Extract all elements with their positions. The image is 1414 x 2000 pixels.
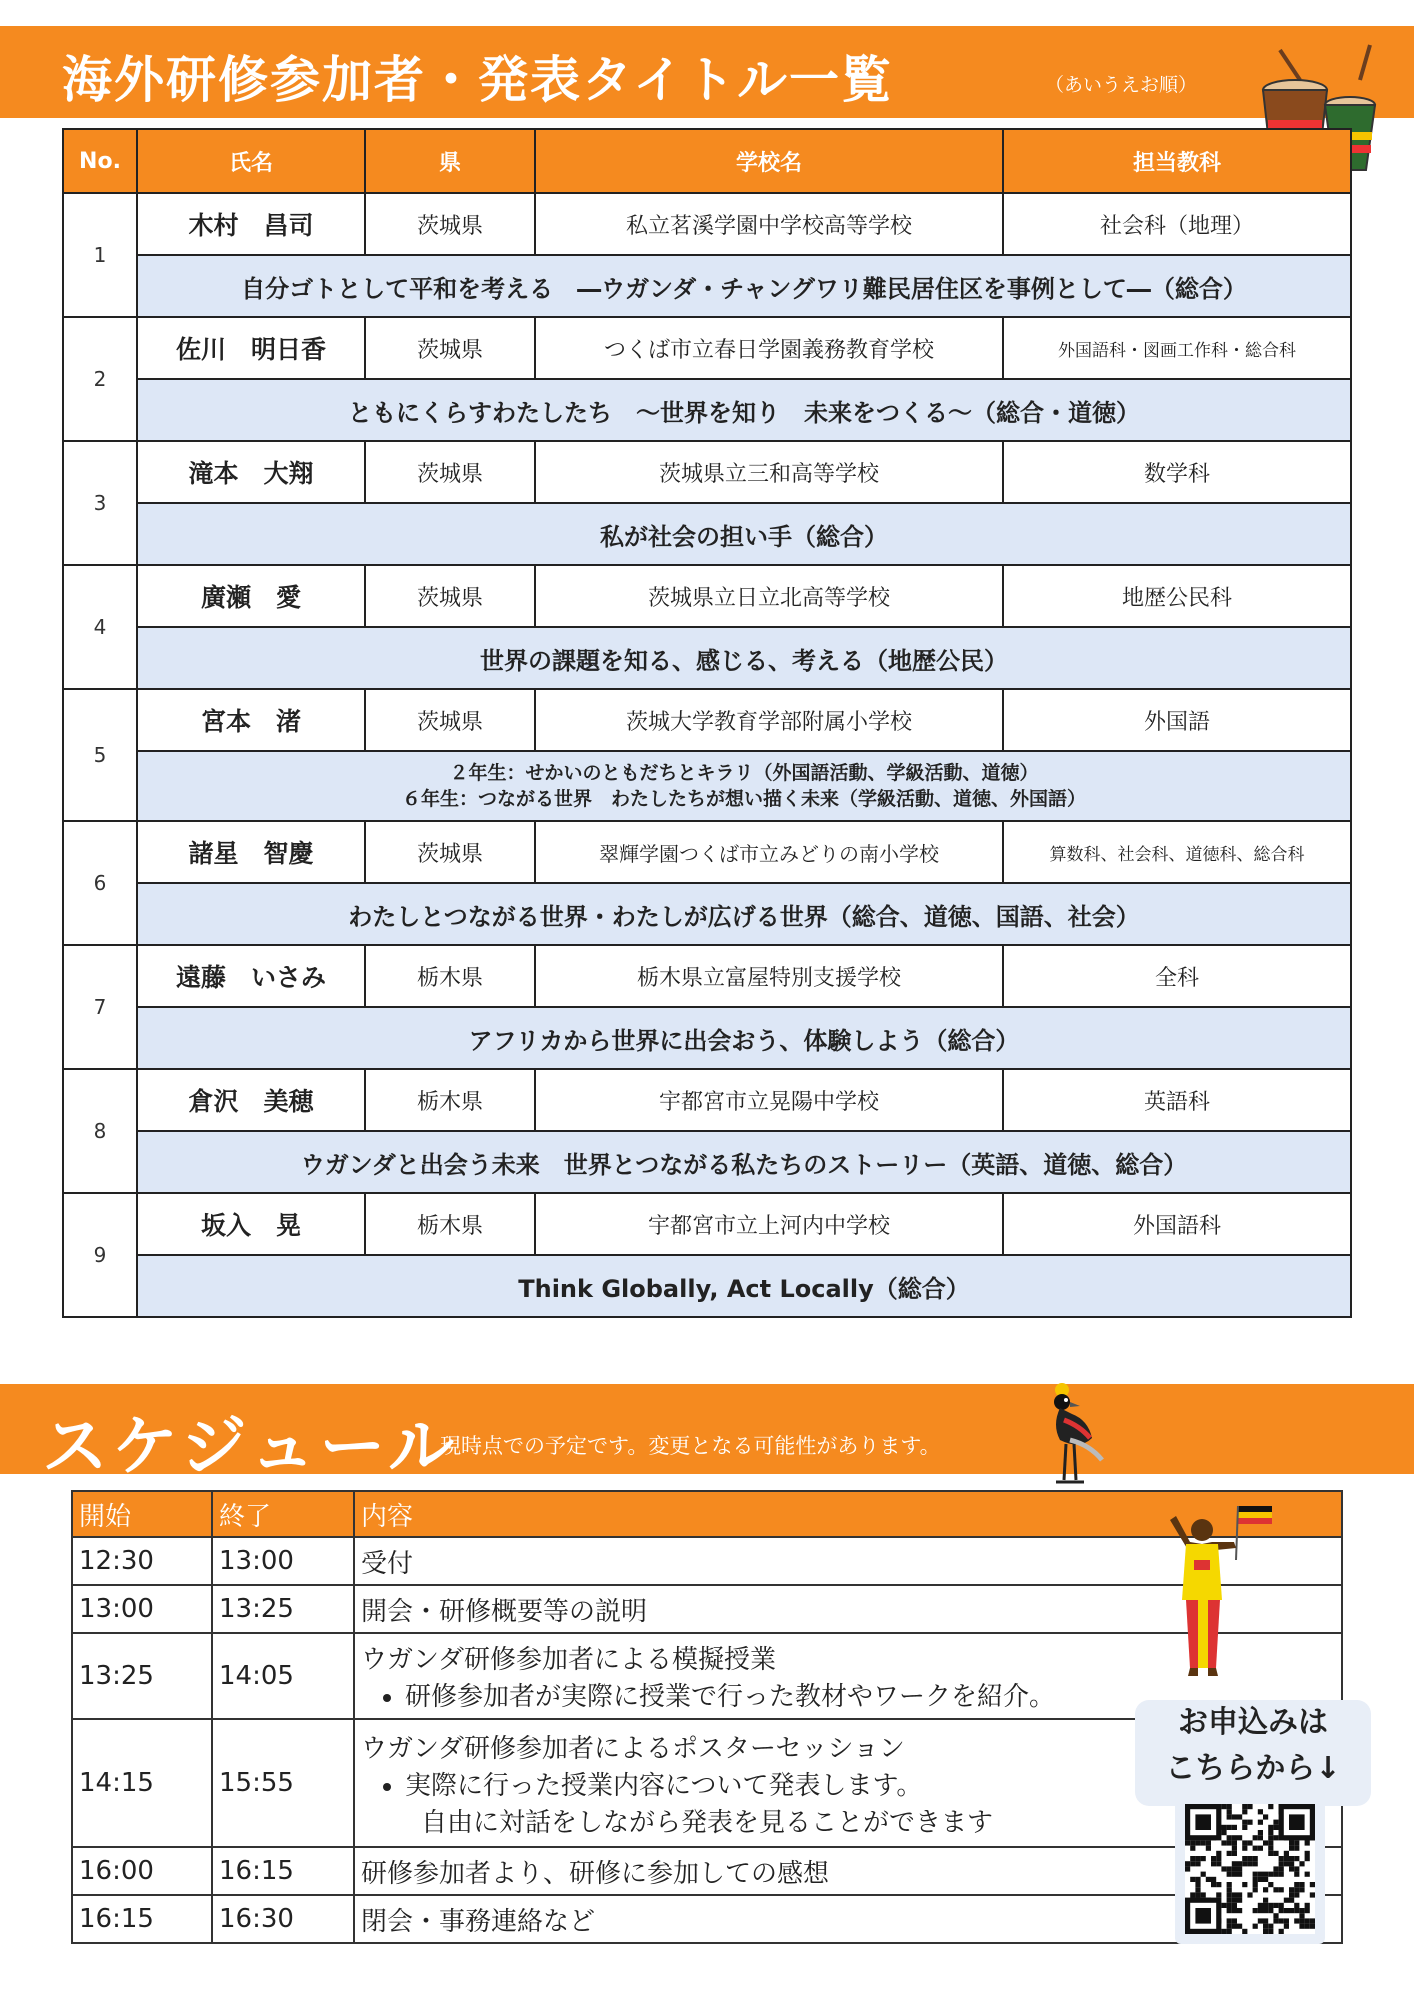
presentation-title: 私が社会の担い手（総合） xyxy=(137,503,1351,565)
participants-table xyxy=(62,128,1352,1318)
table-row-title xyxy=(63,503,1351,565)
table-row-title xyxy=(63,1007,1351,1069)
table-header-row xyxy=(63,129,1351,193)
apply-line2: こちらから↓ xyxy=(1165,1751,1341,1786)
participant-prefecture: 茨城県 xyxy=(365,317,535,379)
table-row xyxy=(63,1193,1351,1255)
schedule-start: 16:00 xyxy=(72,1847,212,1895)
header-start: 開始 xyxy=(72,1491,212,1537)
schedule-row xyxy=(72,1895,1342,1943)
header-school: 学校名 xyxy=(535,129,1003,193)
dancer-with-flag-icon xyxy=(1150,1500,1280,1680)
schedule-bullet: • 実際に行った授業内容について発表します。 xyxy=(405,1765,1335,1802)
table-row xyxy=(63,821,1351,883)
schedule-end: 16:30 xyxy=(212,1895,354,1943)
schedule-end: 15:55 xyxy=(212,1719,354,1847)
schedule-row xyxy=(72,1847,1342,1895)
schedule-content: 開会・研修概要等の説明 xyxy=(354,1585,1342,1633)
table-row xyxy=(63,1069,1351,1131)
table-row-title xyxy=(63,883,1351,945)
row-number: 7 xyxy=(63,945,137,1069)
schedule-content: 受付 xyxy=(354,1537,1342,1585)
participant-prefecture: 栃木県 xyxy=(365,945,535,1007)
schedule-note: 現時点での予定です。変更となる可能性があります。 xyxy=(440,1434,941,1458)
table-row-title xyxy=(63,255,1351,317)
schedule-extra: 自由に対話をしながら発表を見ることができます xyxy=(421,1807,994,1838)
schedule-start: 12:30 xyxy=(72,1537,212,1585)
schedule-start: 16:15 xyxy=(72,1895,212,1943)
row-number: 3 xyxy=(63,441,137,565)
participant-subject: 外国語科・図画工作科・総合科 xyxy=(1003,317,1351,379)
participant-name: 滝本 大翔 xyxy=(137,441,365,503)
participant-school: つくば市立春日学園義務教育学校 xyxy=(535,317,1003,379)
participant-subject: 外国語科 xyxy=(1003,1193,1351,1255)
header-prefecture: 県 xyxy=(365,129,535,193)
participant-school: 翠輝学園つくば市立みどりの南小学校 xyxy=(535,821,1003,883)
table-row xyxy=(63,689,1351,751)
participant-prefecture: 茨城県 xyxy=(365,193,535,255)
row-number: 8 xyxy=(63,1069,137,1193)
participant-school: 宇都宮市立晃陽中学校 xyxy=(535,1069,1003,1131)
header-subject: 担当教科 xyxy=(1003,129,1351,193)
apply-line1: お申込みは xyxy=(1178,1705,1328,1740)
schedule-start: 13:00 xyxy=(72,1585,212,1633)
participant-prefecture: 茨城県 xyxy=(365,821,535,883)
table-row xyxy=(63,317,1351,379)
header-end: 終了 xyxy=(212,1491,354,1537)
participant-name: 諸星 智慶 xyxy=(137,821,365,883)
table-row-title xyxy=(63,1131,1351,1193)
table-row xyxy=(63,945,1351,1007)
participant-prefecture: 茨城県 xyxy=(365,441,535,503)
presentation-title: アフリカから世界に出会おう、体験しよう（総合） xyxy=(137,1007,1351,1069)
schedule-end: 13:00 xyxy=(212,1537,354,1585)
participant-school: 宇都宮市立上河内中学校 xyxy=(535,1193,1003,1255)
participant-name: 廣瀬 愛 xyxy=(137,565,365,627)
header-no: No. xyxy=(63,129,137,193)
participant-subject: 全科 xyxy=(1003,945,1351,1007)
row-number: 9 xyxy=(63,1193,137,1317)
participant-name: 遠藤 いさみ xyxy=(137,945,365,1007)
header-content: 内容 xyxy=(354,1491,1342,1537)
schedule-start: 13:25 xyxy=(72,1633,212,1719)
participant-prefecture: 栃木県 xyxy=(365,1069,535,1131)
qr-code[interactable] xyxy=(1185,1804,1315,1934)
header-name: 氏名 xyxy=(137,129,365,193)
presentation-title: 自分ゴトとして平和を考える ―ウガンダ・チャングワリ難民居住区を事例として―（総合） xyxy=(137,255,1351,317)
schedule-content: ウガンダ研修参加者によるポスターセッション xyxy=(361,1733,905,1764)
presentation-title: 世界の課題を知る、感じる、考える（地歴公民） xyxy=(137,627,1351,689)
page-title: 海外研修参加者・発表タイトル一覧 xyxy=(62,51,893,109)
presentation-title: わたしとつながる世界・わたしが広げる世界（総合、道徳、国語、社会） xyxy=(137,883,1351,945)
qr-code-frame xyxy=(1175,1794,1325,1944)
presentation-title-line: ６年生：つながる世界 わたしたちが想い描く未来（学級活動、道徳、外国語） xyxy=(401,788,1086,810)
participant-school: 私立茗溪学園中学校高等学校 xyxy=(535,193,1003,255)
apply-callout xyxy=(1135,1700,1371,1806)
row-number: 6 xyxy=(63,821,137,945)
presentation-title: ウガンダと出会う未来 世界とつながる私たちのストーリー（英語、道徳、総合） xyxy=(137,1131,1351,1193)
presentation-title: ともにくらすわたしたち ～世界を知り 未来をつくる～（総合・道徳） xyxy=(137,379,1351,441)
page-subtitle: （あいうえお順） xyxy=(1045,74,1198,96)
participant-name: 倉沢 美穂 xyxy=(137,1069,365,1131)
schedule-content: 閉会・事務連絡など xyxy=(354,1895,1342,1943)
schedule-end: 14:05 xyxy=(212,1633,354,1719)
participant-subject: 算数科、社会科、道徳科、総合科 xyxy=(1003,821,1351,883)
table-row-title xyxy=(63,751,1351,821)
schedule-bullet: • 研修参加者が実際に授業で行った教材やワークを紹介。 xyxy=(405,1676,1335,1713)
participant-name: 佐川 明日香 xyxy=(137,317,365,379)
presentation-title xyxy=(137,751,1351,821)
row-number: 1 xyxy=(63,193,137,317)
presentation-title-line: ２年生：せかいのともだちとキラリ（外国語活動、学級活動、道徳） xyxy=(449,762,1039,784)
participant-name: 宮本 渚 xyxy=(137,689,365,751)
participant-subject: 数学科 xyxy=(1003,441,1351,503)
crane-bird-icon xyxy=(1030,1380,1110,1490)
participant-subject: 外国語 xyxy=(1003,689,1351,751)
table-row xyxy=(63,193,1351,255)
table-row xyxy=(63,565,1351,627)
participant-subject: 社会科（地理） xyxy=(1003,193,1351,255)
schedule-end: 13:25 xyxy=(212,1585,354,1633)
participant-name: 坂入 晃 xyxy=(137,1193,365,1255)
participant-name: 木村 昌司 xyxy=(137,193,365,255)
table-row-title xyxy=(63,627,1351,689)
participant-school: 茨城大学教育学部附属小学校 xyxy=(535,689,1003,751)
participant-school: 茨城県立三和高等学校 xyxy=(535,441,1003,503)
schedule-content: ウガンダ研修参加者による模擬授業 xyxy=(361,1645,776,1675)
schedule-title: スケジュール xyxy=(42,1408,459,1485)
participant-school: 茨城県立日立北高等学校 xyxy=(535,565,1003,627)
participant-subject: 英語科 xyxy=(1003,1069,1351,1131)
schedule-content: 研修参加者より、研修に参加しての感想 xyxy=(354,1847,1342,1895)
schedule-start: 14:15 xyxy=(72,1719,212,1847)
participant-school: 栃木県立富屋特別支援学校 xyxy=(535,945,1003,1007)
table-row-title xyxy=(63,1255,1351,1317)
row-number: 4 xyxy=(63,565,137,689)
row-number: 5 xyxy=(63,689,137,821)
participant-prefecture: 茨城県 xyxy=(365,689,535,751)
participant-prefecture: 栃木県 xyxy=(365,1193,535,1255)
table-row xyxy=(63,441,1351,503)
table-row-title xyxy=(63,379,1351,441)
participant-prefecture: 茨城県 xyxy=(365,565,535,627)
row-number: 2 xyxy=(63,317,137,441)
presentation-title: Think Globally, Act Locally（総合） xyxy=(137,1255,1351,1317)
participant-subject: 地歴公民科 xyxy=(1003,565,1351,627)
schedule-end: 16:15 xyxy=(212,1847,354,1895)
